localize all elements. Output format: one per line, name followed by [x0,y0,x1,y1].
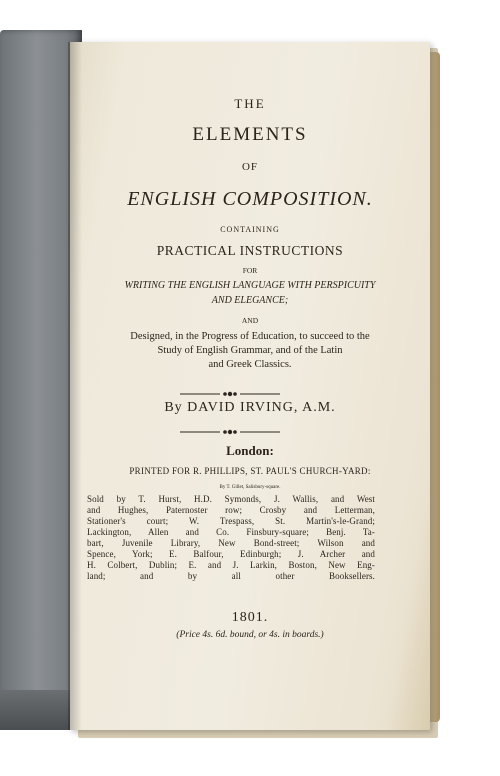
subtitle-and: AND [241,316,259,325]
title-elements: ELEMENTS [192,124,308,145]
subtitle-writing-line-2: AND ELEGANCE; [211,295,289,306]
publication-year: 1801. [231,610,269,625]
imprint-line: H. Colbert, Dublin; E. and J. Larkin, Boston, New Eng- [87,560,375,570]
ornament-rule-top [180,390,280,398]
price-note: (Price 4s. 6d. bound, or 4s. in boards.) [176,630,324,640]
imprint-line: and Hughes, Paternoster row; Crosby and Letterman, [87,505,375,515]
title-of: OF [241,161,259,173]
imprint-line: Stationer's court; W. Trespass, St. Martin's-le-Grand; [87,516,375,526]
title-english-composition: ENGLISH COMPOSITION. [127,188,373,210]
imprint-line: Spence, York; E. Balfour, Edinburgh; J. Archer and [87,549,375,559]
designed-line-3: and Greek Classics. [208,359,292,370]
imprint-line: bart, Juvenile Library, New Bond-street; Wilson and [87,538,375,548]
designed-line-1: Designed, in the Progress of Education, to succeed to the [130,331,370,342]
subtitle-writing-line-1: WRITING THE ENGLISH LANGUAGE WITH PERSPICUITY [124,280,376,291]
subtitle-containing: CONTAINING [220,225,280,234]
imprint-printed-for: PRINTED FOR R. PHILLIPS, ST. PAUL'S CHURCH-YARD: [129,466,371,476]
author-line: By DAVID IRVING, A.M. [164,400,336,415]
imprint-printer-note: By T. Gillet, Salisbury-square. [219,485,281,490]
imprint-place: London: [226,443,274,458]
imprint-line: Sold by T. Hurst, H.D. Symonds, J. Wallis, and West [87,494,375,504]
imprint-line: Lackington, Allen and Co. Finsbury-square; Benj. Ta- [87,527,375,537]
imprint-line: land; and by all other Booksellers. [87,571,375,581]
designed-line-2: Study of English Grammar, and of the Latin [157,345,343,356]
ornament-rule-bottom [180,428,280,436]
title-the: THE [234,96,266,111]
subtitle-for: FOR [242,266,258,275]
subtitle-practical-instructions: PRACTICAL INSTRUCTIONS [156,243,344,258]
